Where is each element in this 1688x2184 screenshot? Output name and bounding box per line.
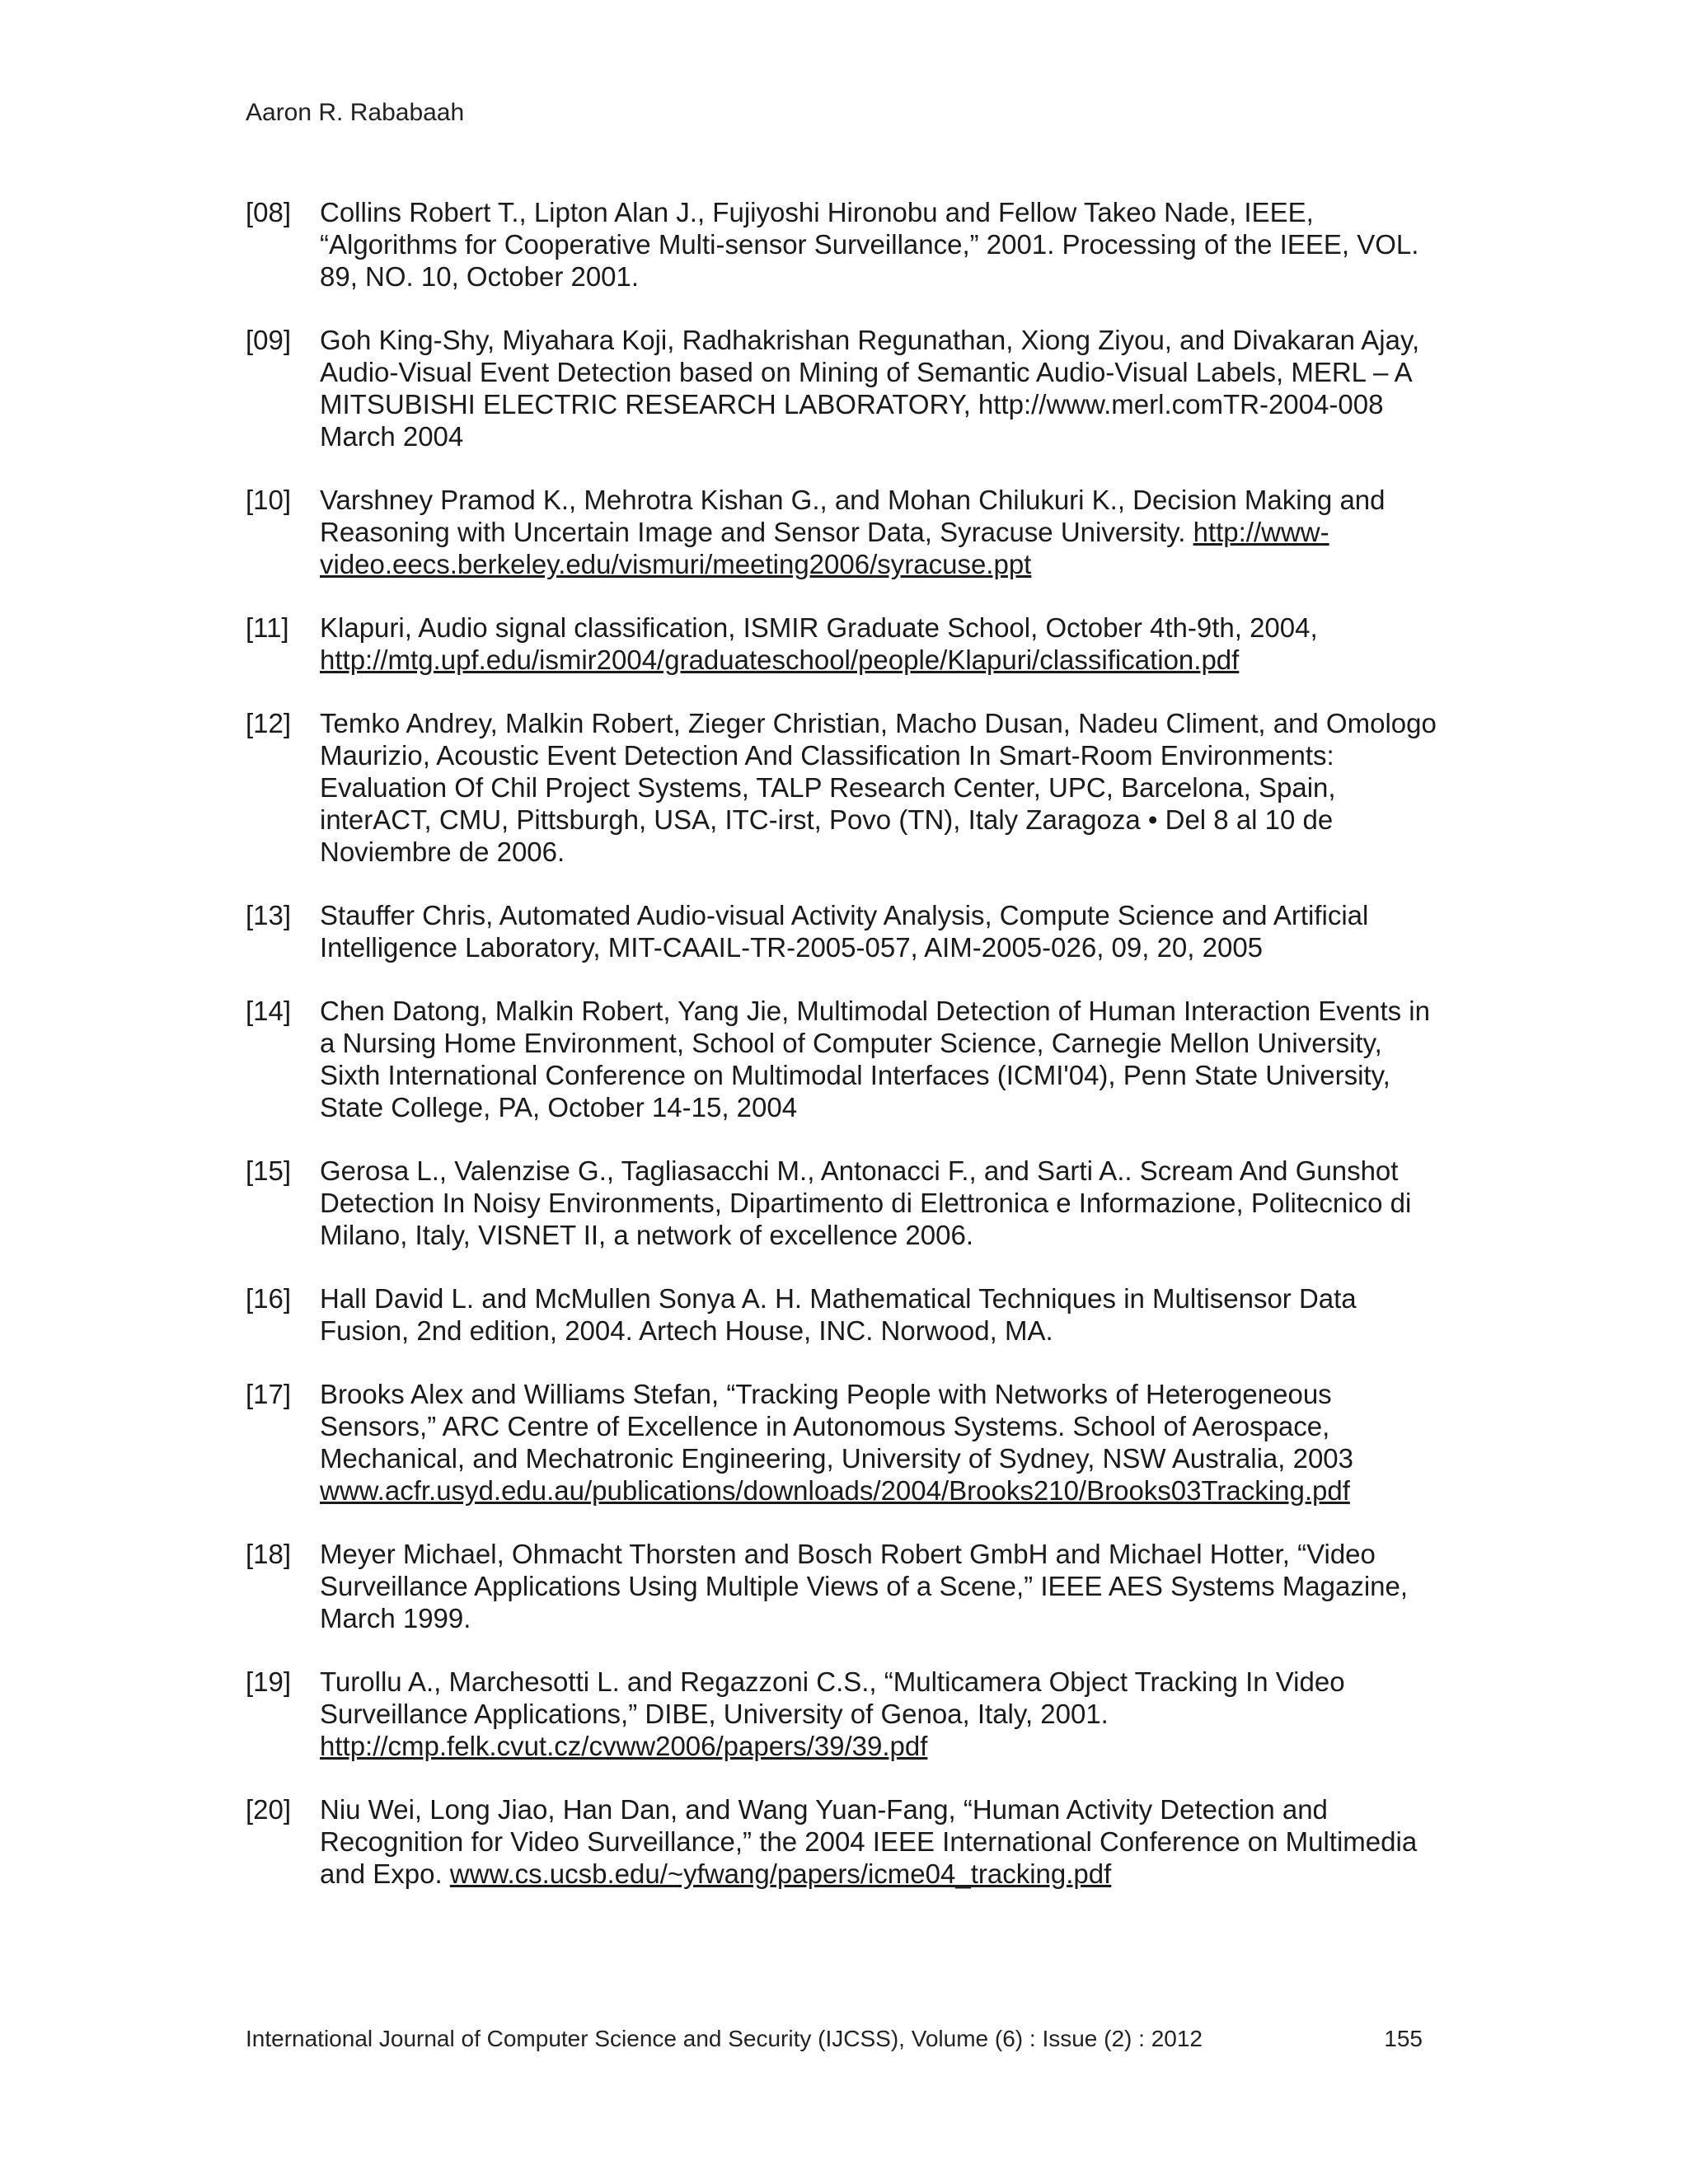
footer-journal-citation: International Journal of Computer Science and Security (IJCSS), Volume (6) : Issue (2) : 2012 bbox=[246, 2026, 1203, 2051]
reference-number: [08] bbox=[246, 197, 292, 227]
reference-text bbox=[320, 995, 1441, 1123]
reference-14 bbox=[246, 995, 1441, 1123]
reference-number: [20] bbox=[246, 1794, 292, 1825]
reference-number: [19] bbox=[246, 1666, 292, 1697]
reference-number: [16] bbox=[246, 1283, 292, 1314]
reference-number: [15] bbox=[246, 1155, 292, 1186]
reference-text bbox=[320, 612, 1441, 676]
reference-number: [14] bbox=[246, 996, 292, 1026]
running-header-author: Aaron R. Rababaah bbox=[246, 99, 465, 126]
reference-link[interactable]: http://www-video.eecs.berkeley.edu/vismuri/meeting2006/syracuse.ppt bbox=[320, 517, 1329, 579]
reference-text bbox=[320, 196, 1441, 293]
reference-text bbox=[320, 1793, 1441, 1890]
reference-number: [10] bbox=[246, 485, 292, 515]
reference-19 bbox=[246, 1666, 1441, 1762]
reference-10 bbox=[246, 484, 1441, 580]
reference-text bbox=[320, 1155, 1441, 1251]
reference-text bbox=[320, 899, 1441, 963]
reference-text bbox=[320, 1282, 1441, 1347]
reference-text bbox=[320, 324, 1441, 452]
reference-link[interactable]: http://mtg.upf.edu/ismir2004/graduateschool/people/Klapuri/classification.pdf bbox=[320, 644, 1240, 675]
reference-11 bbox=[246, 612, 1441, 676]
reference-body: Goh King-Shy, Miyahara Koji, Radhakrishan Regunathan, Xiong Ziyou, and Divakaran Ajay, Audio-Visual Event Detection based on Mining of Semantic Audio-Visual Labels, MERL – A MITSUBISHI ELECTRIC RESEARCH LABORATORY, http://www.merl.comTR-2004-008 March 2004 bbox=[320, 325, 1420, 452]
reference-text bbox=[320, 1666, 1441, 1762]
reference-body: Meyer Michael, Ohmacht Thorsten and Bosch Robert GmbH and Michael Hotter, “Video Surveillance Applications Using Multiple Views of a Scene,” IEEE AES Systems Magazine, March 1999. bbox=[320, 1539, 1409, 1633]
reference-body: Klapuri, Audio signal classification, ISMIR Graduate School, October 4th-9th, 2004, bbox=[320, 612, 1318, 643]
reference-12 bbox=[246, 707, 1441, 868]
reference-number: [13] bbox=[246, 900, 292, 930]
reference-number: [09] bbox=[246, 325, 292, 355]
reference-text bbox=[320, 1378, 1441, 1507]
reference-number: [17] bbox=[246, 1379, 292, 1409]
reference-16 bbox=[246, 1282, 1441, 1347]
reference-link[interactable]: www.acfr.usyd.edu.au/publications/downloads/2004/Brooks210/Brooks03Tracking.pdf bbox=[320, 1475, 1350, 1506]
reference-13 bbox=[246, 899, 1441, 963]
reference-body: Chen Datong, Malkin Robert, Yang Jie, Multimodal Detection of Human Interaction Events in a Nursing Home Environment, School of Computer Science, Carnegie Mellon University, Sixth International Conference on Multimodal Interfaces (ICMI'04), Penn State University, State College, PA, October 14-15, 2004 bbox=[320, 996, 1430, 1122]
reference-number: [18] bbox=[246, 1539, 292, 1569]
reference-list bbox=[246, 196, 1441, 1921]
reference-body: Niu Wei, Long Jiao, Han Dan, and Wang Yuan-Fang, “Human Activity Detection and Recognition for Video Surveillance,” the 2004 IEEE International Conference on Multimedia and Expo. bbox=[320, 1794, 1418, 1889]
reference-20 bbox=[246, 1793, 1441, 1890]
reference-body: Varshney Pramod K., Mehrotra Kishan G., and Mohan Chilukuri K., Decision Making and Reasoning with Uncertain Image and Sensor Data, Syracuse University. bbox=[320, 485, 1386, 547]
reference-08 bbox=[246, 196, 1441, 293]
reference-text bbox=[320, 1538, 1441, 1634]
reference-18 bbox=[246, 1538, 1441, 1634]
reference-text bbox=[320, 484, 1441, 580]
reference-link[interactable]: http://cmp.felk.cvut.cz/cvww2006/papers/39/39.pdf bbox=[320, 1731, 928, 1761]
reference-body: Gerosa L., Valenzise G., Tagliasacchi M., Antonacci F., and Sarti A.. Scream And Gunshot Detection In Noisy Environments, Dipartimento di Elettronica e Informazione, Politecnico di Milano, Italy, VISNET II, a network of excellence 2006. bbox=[320, 1155, 1412, 1250]
reference-09 bbox=[246, 324, 1441, 452]
reference-text bbox=[320, 707, 1441, 868]
reference-number: [11] bbox=[246, 612, 289, 643]
reference-body: Stauffer Chris, Automated Audio-visual Activity Analysis, Compute Science and Artificial Intelligence Laboratory, MIT-CAAIL-TR-2005-057, AIM-2005-026, 09, 20, 2005 bbox=[320, 900, 1369, 963]
reference-body: Temko Andrey, Malkin Robert, Zieger Christian, Macho Dusan, Nadeu Climent, and Omologo Maurizio, Acoustic Event Detection And Classification In Smart-Room Environments: Evaluation Of Chil Project Systems, TALP Research Center, UPC, Barcelona, Spain, interACT, CMU, Pittsburgh, USA, ITC-irst, Povo (TN), Italy Zaragoza • Del 8 al 10 de Noviembre de 2006. bbox=[320, 708, 1437, 867]
reference-body: Collins Robert T., Lipton Alan J., Fujiyoshi Hironobu and Fellow Takeo Nade, IEEE, “Algorithms for Cooperative Multi-sensor Surveillance,” 2001. Processing of the IEEE, VOL. 89, NO. 10, October 2001. bbox=[320, 197, 1419, 292]
reference-link[interactable]: www.cs.ucsb.edu/~yfwang/papers/icme04_tracking.pdf bbox=[449, 1858, 1112, 1889]
reference-number: [12] bbox=[246, 708, 292, 738]
reference-body: Hall David L. and McMullen Sonya A. H. Mathematical Techniques in Multisensor Data Fusion, 2nd edition, 2004. Artech House, INC. Norwood, MA. bbox=[320, 1283, 1357, 1346]
reference-17 bbox=[246, 1378, 1441, 1507]
reference-15 bbox=[246, 1155, 1441, 1251]
reference-body: Turollu A., Marchesotti L. and Regazzoni C.S., “Multicamera Object Tracking In Video Surveillance Applications,” DIBE, University of Genoa, Italy, 2001. bbox=[320, 1666, 1345, 1729]
reference-body: Brooks Alex and Williams Stefan, “Tracking People with Networks of Heterogeneous Sensors,” ARC Centre of Excellence in Autonomous Systems. School of Aerospace, Mechanical, and Mechatronic Engineering, University of Sydney, NSW Australia, 2003 bbox=[320, 1379, 1354, 1474]
page-number: 155 bbox=[1384, 2026, 1423, 2051]
